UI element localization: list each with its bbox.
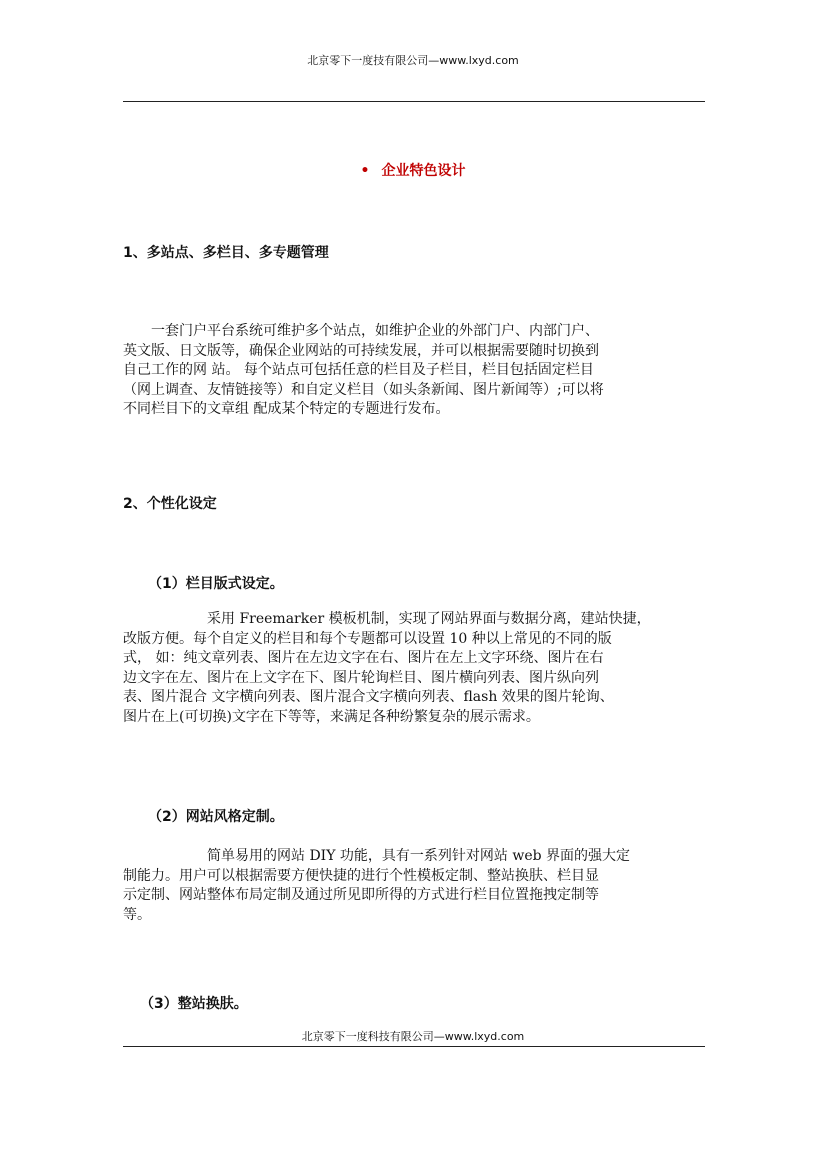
paragraph-line: 简单易用的网站 DIY 功能，具有一系列针对网站 web 界面的强大定	[123, 848, 631, 864]
subheading-site-style: （2）网站风格定制。	[148, 809, 284, 825]
footer-rule	[123, 1046, 705, 1047]
paragraph-line: 制能力。用户可以根据需要方便快捷的进行个性模板定制、整站换肤、栏目显	[123, 867, 599, 884]
page-header: 北京零下一度技有限公司—www.lxyd.com	[307, 54, 519, 67]
section-title	[0, 160, 826, 180]
paragraph-line: 示定制、网站整体布局定制及通过所见即所得的方式进行栏目位置拖拽定制等	[123, 887, 599, 903]
paragraph-column-layout	[123, 610, 713, 727]
paragraph-line: （网上调查、友情链接等）和自定义栏目（如头条新闻、图片新闻等）;可以将	[123, 381, 604, 398]
paragraph-line: 不同栏目下的文章组 配成某个特定的专题进行发布。	[123, 401, 450, 417]
header-rule	[123, 101, 705, 102]
paragraph-line: 一套门户平台系统可维护多个站点，如维护企业的外部门户、内部门户、	[123, 323, 599, 339]
paragraph-line: 自己工作的网 站。 每个站点可包括任意的栏目及子栏目，栏目包括固定栏目	[123, 362, 594, 378]
subheading-skin-change: （3）整站换肤。	[140, 996, 248, 1012]
paragraph-line: 表、图片混合 文字横向列表、图片混合文字横向列表、flash 效果的图片轮询、	[123, 689, 614, 705]
page-footer: 北京零下一度科技有限公司—www.lxyd.com	[301, 1030, 525, 1043]
paragraph-line: 英文版、日文版等，确保企业网站的可持续发展，并可以根据需要随时切换到	[123, 342, 599, 359]
paragraph-multi-site	[123, 322, 713, 420]
paragraph-line: 式， 如：纯文章列表、图片在左边文字在右、图片在左上文字环绕、图片在右	[123, 650, 604, 666]
paragraph-line: 采用 Freemarker 模板机制，实现了网站界面与数据分离，建站快捷，	[123, 611, 651, 627]
paragraph-line: 边文字在左、图片在上文字在下、图片轮询栏目、图片横向列表、图片纵向列	[123, 669, 599, 686]
heading-personalization: 2、个性化设定	[123, 496, 217, 512]
paragraph-line: 等。	[123, 906, 151, 923]
paragraph-line: 图片在上(可切换)文字在下等等，来满足各种纷繁复杂的展示需求。	[123, 708, 540, 725]
paragraph-line: 改版方便。每个自定义的栏目和每个专题都可以设置 10 种以上常见的不同的版	[123, 630, 612, 647]
subheading-column-layout: （1）栏目版式设定。	[148, 576, 284, 592]
bullet-icon: •	[360, 163, 370, 179]
paragraph-site-style	[123, 847, 713, 925]
section-title-text: 企业特色设计	[381, 163, 466, 179]
heading-multi-site: 1、多站点、多栏目、多专题管理	[123, 245, 329, 261]
